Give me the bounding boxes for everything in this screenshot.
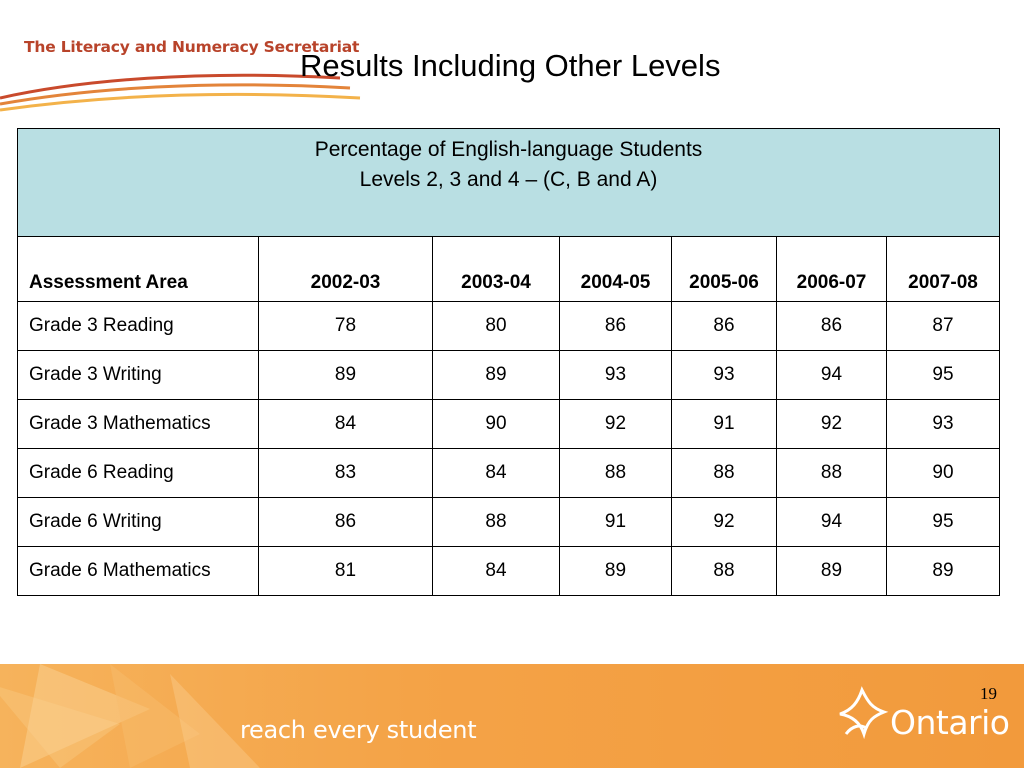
table-cell: 88 (777, 449, 887, 498)
table-cell: 95 (887, 351, 1000, 400)
table-cell: 92 (560, 400, 672, 449)
table-cell: 88 (560, 449, 672, 498)
table-row (18, 547, 1000, 596)
table-cell: 94 (777, 351, 887, 400)
table-cell: 84 (259, 400, 433, 449)
table-cell: 84 (433, 547, 560, 596)
table-cell: 86 (777, 302, 887, 351)
results-table-container (17, 128, 999, 596)
page-number: 19 (980, 684, 997, 703)
table-cell: 84 (433, 449, 560, 498)
table-cell: 92 (672, 498, 777, 547)
table-cell: 90 (433, 400, 560, 449)
table-cell: 93 (672, 351, 777, 400)
table-cell: 86 (672, 302, 777, 351)
column-header-2005-06: 2005-06 (672, 237, 777, 302)
table-cell: 90 (887, 449, 1000, 498)
caption-line-1: Percentage of English-language Students (314, 138, 703, 161)
table-cell: 78 (259, 302, 433, 351)
table-cell: 89 (259, 351, 433, 400)
table-cell: 91 (672, 400, 777, 449)
results-table (17, 128, 1000, 596)
row-label: Grade 6 Mathematics (18, 547, 259, 596)
table-cell: 89 (433, 351, 560, 400)
table-cell: 94 (777, 498, 887, 547)
column-header-2003-04: 2003-04 (433, 237, 560, 302)
table-row (18, 498, 1000, 547)
column-header-2007-08: 2007-08 (887, 237, 1000, 302)
table-cell: 95 (887, 498, 1000, 547)
table-cell: 89 (777, 547, 887, 596)
table-cell: 89 (887, 547, 1000, 596)
row-label: Grade 3 Writing (18, 351, 259, 400)
table-cell: 91 (560, 498, 672, 547)
table-header-row (18, 237, 1000, 302)
table-cell: 86 (259, 498, 433, 547)
row-label: Grade 6 Reading (18, 449, 259, 498)
row-label: Grade 6 Writing (18, 498, 259, 547)
table-cell: 86 (560, 302, 672, 351)
column-header-2004-05: 2004-05 (560, 237, 672, 302)
table-row (18, 351, 1000, 400)
table-cell: 80 (433, 302, 560, 351)
table-caption (18, 129, 1000, 237)
column-header-2002-03: 2002-03 (259, 237, 433, 302)
table-cell: 93 (560, 351, 672, 400)
table-row (18, 449, 1000, 498)
table-cell: 88 (433, 498, 560, 547)
table-cell: 88 (672, 547, 777, 596)
row-label: Grade 3 Reading (18, 302, 259, 351)
column-header-2006-07: 2006-07 (777, 237, 887, 302)
table-cell: 93 (887, 400, 1000, 449)
table-cell: 92 (777, 400, 887, 449)
table-cell: 88 (672, 449, 777, 498)
table-cell: 83 (259, 449, 433, 498)
brand-name: The Literacy and Numeracy Secretariat (24, 38, 360, 56)
table-cell: 81 (259, 547, 433, 596)
slide-title: Results Including Other Levels (300, 48, 721, 83)
ontario-logo-text: Ontario (890, 703, 1010, 742)
table-row (18, 302, 1000, 351)
column-header-assessment-area: Assessment Area (18, 237, 259, 302)
tagline: reach every student (240, 716, 477, 744)
row-label: Grade 3 Mathematics (18, 400, 259, 449)
table-cell: 87 (887, 302, 1000, 351)
trillium-icon (832, 686, 892, 746)
table-cell: 89 (560, 547, 672, 596)
table-row (18, 400, 1000, 449)
caption-line-2: Levels 2, 3 and 4 – (C, B and A) (359, 168, 658, 191)
